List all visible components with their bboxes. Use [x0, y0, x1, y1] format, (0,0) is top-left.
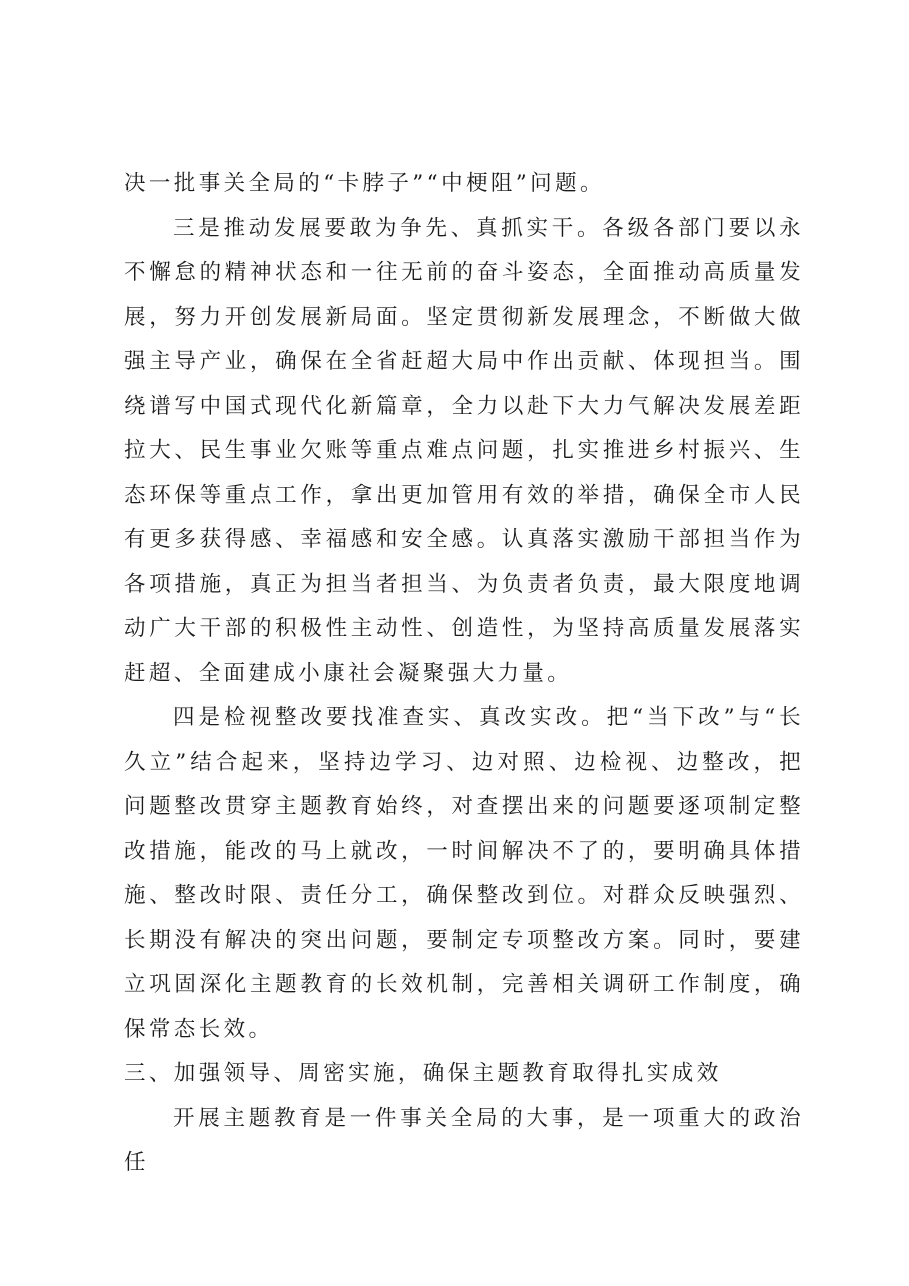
section-heading-three: 三、加强领导、周密实施，确保主题教育取得扎实成效	[124, 1061, 722, 1086]
continuation-paragraph: 决一批事关全局的“卡脖子”“中梗阻”问题。	[124, 171, 605, 196]
document-body	[124, 162, 804, 1186]
paragraph-point-four: 四是检视整改要找准查实、真改实改。把“当下改”与“长久立”结合起来，坚持边学习、边对照、边检视、边整改，把问题整改贯穿主题教育始终，对查摆出来的问题要逐项制定整改措施，能改的马上就改，一时间解决不了的，要明确具体措施、整改时限、责任分工，确保整改到位。对群众反映强烈、长期没有解决的突出问题，要制定专项整改方案。同时，要建立巩固深化主题教育的长效机制，完善相关调研工作制度，确保常态长效。	[124, 705, 804, 1042]
paragraph-section-three-intro: 开展主题教育是一件事关全局的大事，是一项重大的政治任	[124, 1105, 804, 1175]
paragraph-point-three: 三是推动发展要敢为争先、真抓实干。各级各部门要以永不懈怠的精神状态和一往无前的奋斗姿态，全面推动高质量发展，努力开创发展新局面。坚定贯彻新发展理念，不断做大做强主导产业，确保在全省赶超大局中作出贡献、体现担当。围绕谱写中国式现代化新篇章，全力以赴下大力气解决发展差距拉大、民生事业欠账等重点难点问题，扎实推进乡村振兴、生态环保等重点工作，拿出更加管用有效的举措，确保全市人民有更多获得感、幸福感和安全感。认真落实激励干部担当作为各项措施，真正为担当者担当、为负责者负责，最大限度地调动广大干部的积极性主动性、创造性，为坚持高质量发展落实赶超、全面建成小康社会凝聚强大力量。	[124, 215, 804, 686]
